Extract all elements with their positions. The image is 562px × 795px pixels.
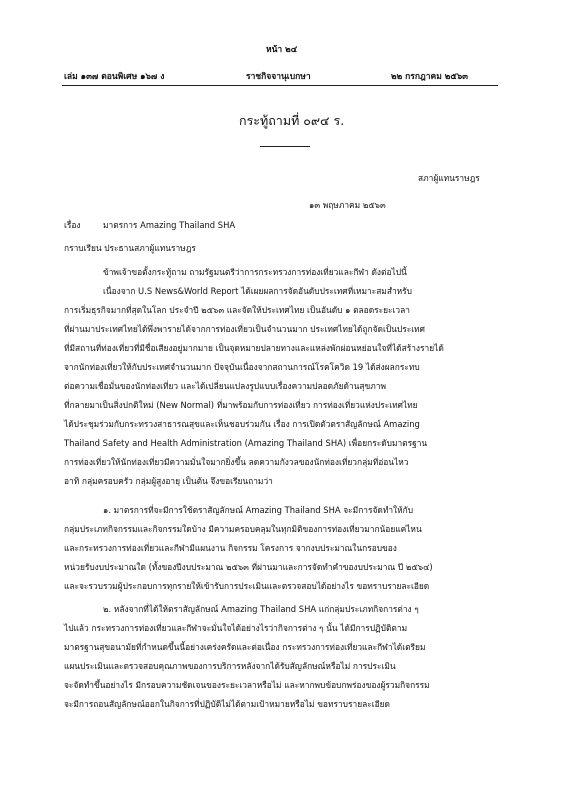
body-line: และจะรวบรวมผู้ประกอบการทุกรายให้เข้ารับการประเมินและตรวจสอบได้อย่างไร ขอทราบรายละเอียด — [64, 581, 430, 591]
document-date: ๑๓ พฤษภาคม ๒๕๖๓ — [309, 200, 386, 210]
gazette-date: ๒๒ กรกฎาคม ๒๕๖๓ — [391, 72, 468, 82]
body-line: เนื่องจาก U.S News&World Report ได้เผยผลการจัดอันดับประเทศที่เหมาะสมสำหรับ — [103, 286, 412, 296]
recipient: สภาผู้แทนราษฎร — [418, 173, 480, 183]
body-line: กลุ่มประเภทกิจกรรมและกิจกรรมใดบ้าง มีความครอบคลุมในทุกมิติของการท่องเที่ยวมากน้อยแค่ไหน — [64, 524, 422, 534]
body-line: ต่อความเชื่อมั่นของนักท่องเที่ยว และได้เปลี่ยนแปลงรูปแบบเรื่องความปลอดภัยด้านสุขภาพ — [64, 381, 386, 391]
page-number: หน้า ๒๔ — [266, 45, 298, 55]
body-line: ที่กลายมาเป็นสิ่งปกติใหม่ (New Normal) ที่มาพร้อมกับการท่องเที่ยว การท่องเที่ยวแห่งประเทศไทย — [64, 400, 418, 410]
volume-label: เล่ม ๑๓๗ ตอนพิเศษ ๑๖๗ ง — [64, 72, 165, 82]
body-line: การเริ่มธุรกิจมากที่สุดในโลก ประจำปี ๒๕๖๓ และจัดให้ประเทศไทย เป็นอันดับ ๑ ตลอดระยะเวลา — [64, 305, 410, 315]
body-line: ไปแล้ว กระทรวงการท่องเที่ยวและกีฬาจะมั่นใจได้อย่างไรว่ากิจการต่าง ๆ นั้น ได้มีการปฏิบัติตาม — [64, 623, 408, 633]
body-line: ที่มีสถานที่ท่องเที่ยวที่มีชื่อเสียงอยู่มากมาย เป็นจุดหมายปลายทางและแหล่งพักผ่อนหย่อนใจที่ได้สร้างรายได้ — [64, 343, 444, 353]
header-rule — [62, 85, 498, 86]
body-line: จะมีการถอนสัญลักษณ์ออกในกิจการที่ปฏิบัติไม่ได้ตามเป้าหมายหรือไม่ ขอทราบรายละเอียด — [64, 699, 390, 709]
body-line: และกระทรวงการท่องเที่ยวและกีฬามีแผนงาน กิจกรรม โครงการ จากงบประมาณในกรอบของ — [64, 543, 397, 553]
body-line: ๑. มาตรการที่จะมีการใช้ตราสัญลักษณ์ Amazing Thailand SHA จะมีการจัดทำให้กับ — [103, 505, 414, 515]
body-line: ๒. หลังจากที่ได้ให้ตราสัญลักษณ์ Amazing Thailand SHA แก่กลุ่มประเภทกิจการต่าง ๆ — [103, 604, 419, 614]
body-line: Thailand Safety and Health Administration (Amazing Thailand SHA) เพื่อยกระดับมาตรฐาน — [64, 438, 428, 448]
question-title: กระทู้ถามที่ ๐๙๔ ร. — [239, 113, 345, 128]
salutation: กราบเรียน ประธานสภาผู้แทนราษฎร — [64, 243, 196, 253]
subject-text: มาตรการ Amazing Thailand SHA — [103, 220, 236, 230]
body-line: การท่องเที่ยวให้นักท่องเที่ยวมีความมั่นใจมากยิ่งขึ้น ลดความกังวลของนักท่องเที่ยวกลุ่มที่อ่อนไหว — [64, 457, 409, 467]
intro-paragraph: ข้าพเจ้าขอตั้งกระทู้ถาม ถามรัฐมนตรีว่าการกระทรวงการท่องเที่ยวและกีฬา ดังต่อไปนี้ — [103, 267, 407, 277]
body-line: แผนประเมินและตรวจสอบคุณภาพของการบริการหลังจากได้รับสัญลักษณ์หรือไม่ การประเมิน — [64, 661, 396, 671]
body-line: ได้ประชุมร่วมกับกระทรวงสาธารณสุขและเห็นชอบร่วมกัน เรื่อง การเปิดตัวตราสัญลักษณ์ Amazing — [64, 419, 420, 429]
body-line: ที่ผ่านมาประเทศไทยได้พึ่งพารายได้จากการท่องเที่ยวเป็นจำนวนมาก ประเทศไทยได้ถูกจัดเป็นประเทศ — [64, 324, 425, 334]
body-line: หน่วยรับงบประมาณใด (ทั้งของปีงบประมาณ ๒๕๖๓ ที่ผ่านมาและการจัดทำคำของบประมาณ ปี ๒๕๖๔) — [64, 562, 433, 572]
body-line: มาตรฐานสุขอนามัยที่กำหนดขึ้นนี้อย่างเคร่งครัดและต่อเนื่อง กระทรวงการท่องเที่ยวและกีฬาได้เตรียม — [64, 642, 426, 652]
gazette-name: ราชกิจจานุเบกษา — [246, 72, 311, 82]
subject-label: เรื่อง — [64, 220, 81, 230]
body-line: จากนักท่องเที่ยวให้กับประเทศจำนวนมาก ปัจจุบันเนื่องจากสถานการณ์โรคโควิด 19 ได้ส่งผลกระทบ — [64, 362, 420, 372]
body-line: จะจัดทำขึ้นอย่างไร มีกรอบความชัดเจนของระยะเวลาหรือไม่ และหากพบข้อบกพร่องของผู้รวมกิจกรรม — [64, 680, 430, 690]
body-line: อาทิ กลุ่มครอบครัว กลุ่มผู้สูงอายุ เป็นต้น จึงขอเรียนถามว่า — [64, 476, 273, 486]
title-underline — [260, 146, 310, 147]
